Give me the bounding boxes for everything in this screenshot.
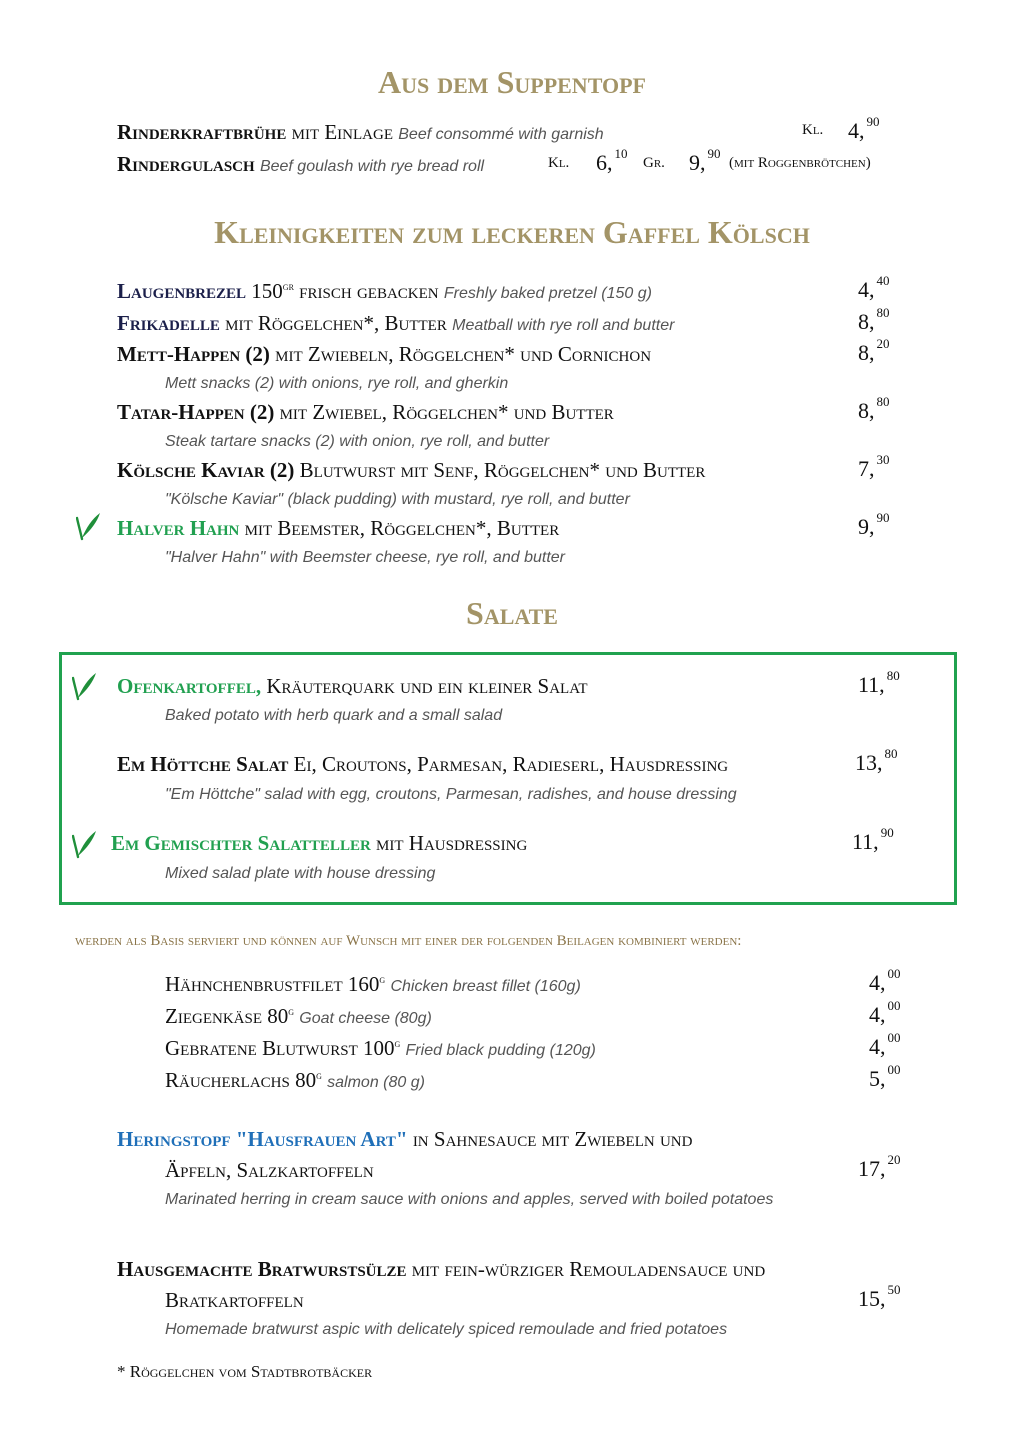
menu-item-herring bbox=[117, 1127, 692, 1152]
price: 4, $^{90}$ bbox=[848, 114, 880, 143]
size-label-large: Gr. bbox=[643, 155, 665, 171]
item-name: Mett-Happen (2) bbox=[117, 342, 270, 366]
item-english: Mett snacks (2) with onions, rye roll, and gherkin bbox=[165, 375, 509, 392]
item-desc: Ei, Croutons, Parmesan, Radieserl, Hausdressing bbox=[288, 752, 729, 776]
soup-extra-note: (mit Roggenbrötchen) bbox=[729, 155, 871, 171]
menu-item-snack-5 bbox=[117, 458, 705, 483]
item-desc: mit Hausdressing bbox=[370, 831, 528, 855]
item-english: Chicken breast fillet (160g) bbox=[390, 978, 581, 995]
item-desc: mit Beemster, Röggelchen*, Butter bbox=[239, 516, 560, 540]
item-english: Marinated herring in cream sauce with onions and apples, served with boiled potatoes bbox=[165, 1191, 774, 1208]
addon-item-2: Ziegenkäse 80$^g$ Goat cheese (80g) bbox=[165, 1004, 432, 1028]
price-small: 6, $^{10}$ bbox=[596, 146, 628, 175]
item-name: Kölsche Kaviar (2) bbox=[117, 458, 295, 482]
menu-item-soup-1 bbox=[117, 120, 604, 145]
menu-item-salad-2 bbox=[117, 752, 728, 777]
price: 8, $^{80}$ bbox=[858, 394, 890, 423]
footnote: * Röggelchen vom Stadtbrotbäcker bbox=[117, 1362, 373, 1381]
price: 11, $^{90}$ bbox=[852, 825, 894, 854]
menu-item-salad-1 bbox=[117, 674, 588, 699]
item-desc: mit Zwiebeln, Röggelchen* und Cornichon bbox=[269, 342, 652, 366]
menu-item-aspic bbox=[117, 1257, 765, 1282]
price: 8, $^{80}$ bbox=[858, 305, 890, 334]
item-desc: mit Einlage bbox=[291, 120, 393, 144]
menu-item-snack-1: Laugenbrezel $150^{gr}$ frisch gebacken Freshly baked pretzel (150 g) bbox=[117, 279, 652, 303]
item-name: Tatar-Happen (2) bbox=[117, 400, 275, 424]
item-name: Em Höttche Salat bbox=[117, 752, 289, 776]
price: 11, $^{80}$ bbox=[858, 668, 900, 697]
item-english: Steak tartare snacks (2) with onion, rye roll, and butter bbox=[165, 433, 550, 450]
price: 4, $^{40}$ bbox=[858, 273, 890, 302]
price-large: 9, $^{90}$ bbox=[689, 146, 721, 175]
item-english: Freshly baked pretzel (150 g) bbox=[443, 285, 652, 302]
menu-item-snack-2 bbox=[117, 311, 674, 336]
vegetarian-leaf-icon bbox=[72, 828, 98, 860]
item-english: "Kölsche Kaviar" (black pudding) with mustard, rye roll, and butter bbox=[165, 491, 630, 508]
item-desc-continued: Bratkartoffeln bbox=[165, 1288, 304, 1312]
item-name: Frikadelle bbox=[117, 311, 220, 335]
item-desc: mit Zwiebel, Röggelchen* und Butter bbox=[274, 400, 614, 424]
item-name: Ofenkartoffel, bbox=[117, 674, 262, 698]
addon-item-3: Gebratene Blutwurst 100$^g$ Fried black pudding (120g) bbox=[165, 1036, 596, 1060]
item-english: salmon (80 g) bbox=[327, 1074, 425, 1091]
item-name: Rindergulasch bbox=[117, 152, 255, 176]
menu-item-snack-6 bbox=[117, 516, 559, 541]
menu-item-salad-3 bbox=[111, 831, 527, 856]
item-name: Heringstopf "Hausfrauen Art" bbox=[117, 1127, 408, 1151]
price: 4, $^{00}$ bbox=[869, 998, 901, 1027]
item-english: Goat cheese (80g) bbox=[299, 1010, 432, 1027]
item-english: "Em Höttche" salad with egg, croutons, Parmesan, radishes, and house dressing bbox=[165, 786, 737, 803]
addon-item-4: Räucherlachs 80$^g$ salmon (80 g) bbox=[165, 1068, 425, 1092]
item-name: Rinderkraftbrühe bbox=[117, 120, 287, 144]
addon-item-1: Hähnchenbrustfilet 160$^g$ Chicken breast fillet (160g) bbox=[165, 972, 581, 996]
item-english: Fried black pudding (120g) bbox=[405, 1042, 596, 1059]
item-english: "Halver Hahn" with Beemster cheese, rye roll, and butter bbox=[165, 549, 565, 566]
vegetarian-leaf-icon bbox=[72, 670, 98, 702]
item-desc-continued: Äpfeln, Salzkartoffeln bbox=[165, 1158, 374, 1182]
item-english: Homemade bratwurst aspic with delicately spiced remoulade and fried potatoes bbox=[165, 1321, 728, 1338]
item-english: Beef consommé with garnish bbox=[398, 126, 604, 143]
section-title-soup: Aus dem Suppentopf bbox=[378, 64, 646, 100]
item-desc: Blutwurst mit Senf, Röggelchen* und Butter bbox=[294, 458, 706, 482]
price: 9, $^{90}$ bbox=[858, 510, 890, 539]
menu-item-snack-4 bbox=[117, 400, 614, 425]
item-name: Hausgemachte Bratwurstsülze bbox=[117, 1257, 407, 1281]
item-english: Meatball with rye roll and butter bbox=[452, 317, 675, 334]
item-name: Halver Hahn bbox=[117, 516, 240, 540]
section-title-salads: Salate bbox=[466, 595, 558, 631]
item-english: Baked potato with herb quark and a small salad bbox=[165, 707, 503, 724]
item-desc: mit fein-würziger Remouladensauce und bbox=[406, 1257, 766, 1281]
size-label-small: Kl. bbox=[548, 155, 570, 171]
item-name: Laugenbrezel bbox=[117, 279, 247, 303]
price: 5, $^{00}$ bbox=[869, 1062, 901, 1091]
menu-item-snack-3 bbox=[117, 342, 651, 367]
addon-note: werden als Basis serviert und können auf Wunsch mit einer der folgenden Beilagen kombiniert werden: bbox=[75, 933, 742, 949]
item-english: Beef goulash with rye bread roll bbox=[259, 158, 485, 175]
item-desc: Kräuterquark und ein kleiner Salat bbox=[261, 674, 588, 698]
item-name: Em Gemischter Salatteller bbox=[111, 831, 371, 855]
item-desc: in Sahnesauce mit Zwiebeln und bbox=[407, 1127, 693, 1151]
price: 8, $^{20}$ bbox=[858, 336, 890, 365]
item-desc: frisch gebacken bbox=[293, 279, 439, 303]
price: 4, $^{00}$ bbox=[869, 966, 901, 995]
size-label: Kl. bbox=[802, 122, 824, 138]
price: 17, $^{20}$ bbox=[858, 1152, 901, 1181]
price: 4, $^{00}$ bbox=[869, 1030, 901, 1059]
price: 13, $^{80}$ bbox=[855, 746, 898, 775]
item-english: Mixed salad plate with house dressing bbox=[165, 865, 436, 882]
menu-item-soup-2 bbox=[117, 152, 484, 177]
vegetarian-leaf-icon bbox=[76, 510, 102, 542]
price: 7, $^{30}$ bbox=[858, 452, 890, 481]
item-desc: mit Röggelchen*, Butter bbox=[219, 311, 447, 335]
section-title-snacks: Kleinigkeiten zum leckeren Gaffel Kölsch bbox=[214, 214, 810, 250]
price: 15, $^{50}$ bbox=[858, 1282, 901, 1311]
